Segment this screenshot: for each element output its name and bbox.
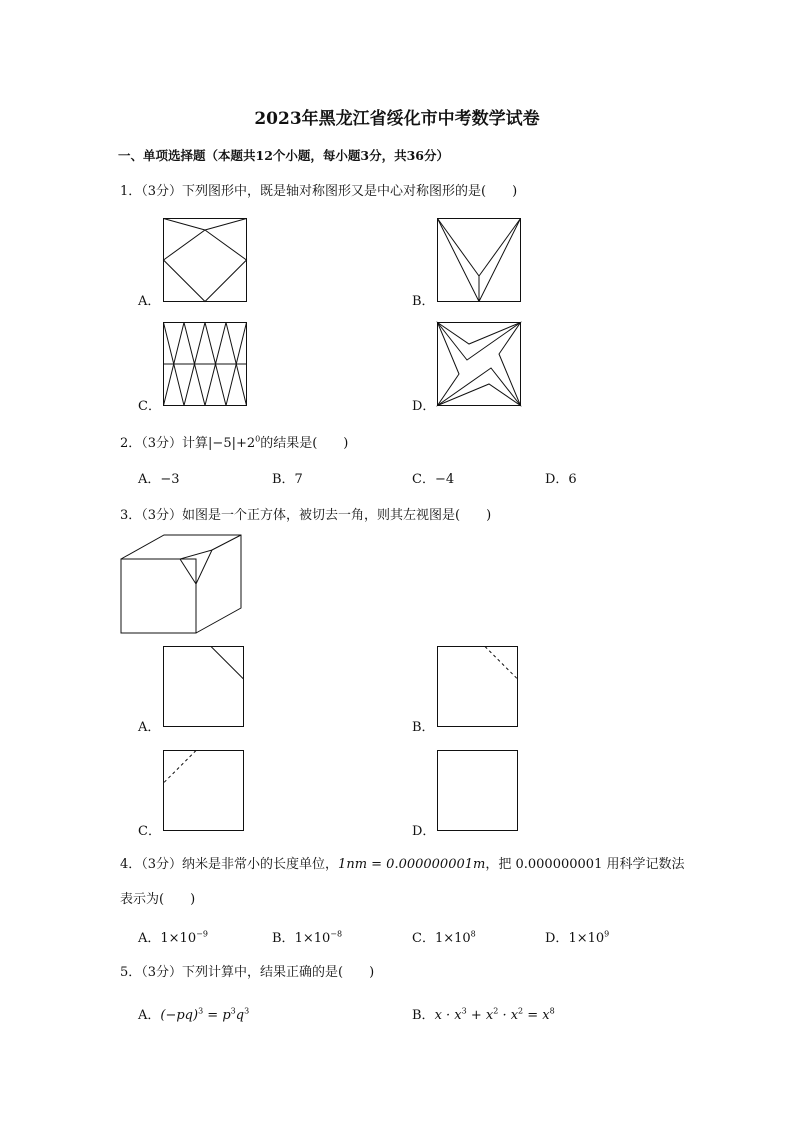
q3-option-d-label: D． — [412, 824, 436, 839]
q1-figure-d — [437, 322, 521, 406]
q3-option-c-label: C． — [138, 824, 161, 839]
q2-option-b: B．7 — [272, 472, 303, 487]
q1-option-c-label: C． — [138, 399, 161, 414]
q4-option-b: B．$1\times 10^{-8}$ — [272, 929, 343, 946]
q4-option-a: A．$1\times 10^{-9}$ — [138, 929, 208, 946]
q3-figure-d — [437, 750, 518, 831]
q1-figure-c — [163, 322, 247, 406]
q1-option-a-label: A． — [138, 294, 161, 309]
q1-option-d-label: D． — [412, 399, 436, 414]
q3-figure-b — [437, 646, 518, 727]
question-2-stem: 2．（3分）计算$|-5|+2^0$的结果是( ) — [120, 434, 349, 451]
q5-option-b: B．$x \cdot x^3 + x^2 \cdot x^2 = x^8$ — [412, 1006, 555, 1023]
q4-option-c: C．$1\times 10^8$ — [412, 929, 476, 946]
page-title: 2023年黑龙江省绥化市中考数学试卷 — [254, 109, 540, 129]
q4-unit-equation: 1nm = 0.000000001m — [338, 857, 486, 872]
q1-figure-b — [437, 218, 521, 302]
q5-option-a: A．$(-pq)^3 = p^3q^3$ — [138, 1006, 250, 1023]
question-3-stem: 3．（3分）如图是一个正方体，被切去一角，则其左视图是( ) — [120, 508, 492, 523]
q3-cube-figure — [120, 534, 242, 634]
q1-figure-a — [163, 218, 247, 302]
q4-option-d: D．$1\times 10^9$ — [545, 929, 610, 946]
q2-option-c: C．−4 — [412, 472, 455, 487]
q3-option-b-label: B． — [412, 720, 435, 735]
section-heading: 一、单项选择题（本题共12个小题，每小题3分，共36分） — [118, 148, 449, 163]
q3-figure-c — [163, 750, 244, 831]
question-4-stem: 4．（3分）纳米是非常小的长度单位，1nm = 0.000000001m，把 0.000000001 用科学记数法 — [120, 857, 685, 872]
q2-option-d: D．6 — [545, 472, 577, 487]
q3-figure-a — [163, 646, 244, 727]
q2-option-a: A．−3 — [138, 472, 180, 487]
question-1-stem: 1．（3分）下列图形中，既是轴对称图形又是中心对称图形的是( ) — [120, 184, 518, 199]
question-5-stem: 5．（3分）下列计算中，结果正确的是( ) — [120, 965, 375, 980]
q3-option-a-label: A． — [138, 720, 161, 735]
q2-expression: |−5|+2 — [208, 436, 256, 451]
question-4-stem-line2: 表示为( ) — [120, 892, 196, 907]
q1-option-b-label: B． — [412, 294, 435, 309]
